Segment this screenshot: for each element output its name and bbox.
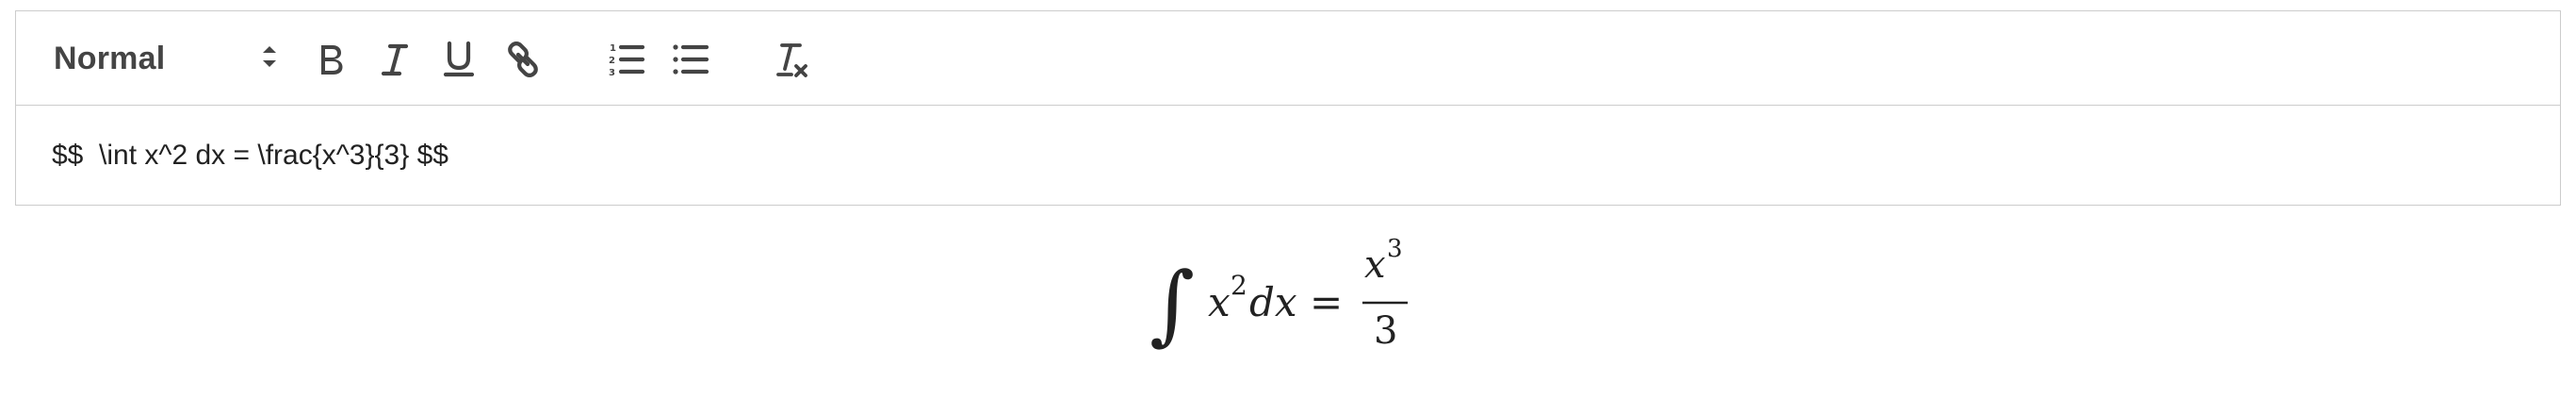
ordered-list-icon <box>608 41 645 78</box>
differential: dx <box>1249 279 1297 325</box>
editor-toolbar <box>16 11 2560 106</box>
formula-preview <box>0 206 2576 415</box>
bold-icon <box>314 41 348 78</box>
numerator-variable: x <box>1364 243 1386 287</box>
integrand-variable: x <box>1208 279 1231 325</box>
rich-text-editor <box>15 10 2561 206</box>
denominator: 3 <box>1374 309 1398 353</box>
underline-icon <box>442 40 476 79</box>
header-format-select[interactable] <box>54 32 280 85</box>
italic-button[interactable] <box>370 35 419 84</box>
clear-format-icon <box>775 41 813 78</box>
rendered-formula <box>1149 206 1432 415</box>
numerator-exponent: 3 <box>1387 235 1403 263</box>
italic-icon <box>378 41 412 78</box>
select-arrows-icon <box>259 41 280 77</box>
link-button[interactable] <box>498 35 547 84</box>
equals-sign: = <box>1310 279 1344 325</box>
ordered-list-button[interactable] <box>602 35 651 84</box>
bullet-list-icon <box>672 41 709 78</box>
bullet-list-button[interactable] <box>666 35 715 84</box>
link-icon <box>504 41 542 78</box>
clear-format-button[interactable] <box>770 35 819 84</box>
svg-text:1: 1 <box>610 43 616 54</box>
integral-sign: ∫ <box>1149 254 1195 355</box>
bold-button[interactable] <box>306 35 355 84</box>
editor-content[interactable]: $$ \int x^2 dx = \frac{x^3}{3} $$ <box>52 140 448 171</box>
svg-text:2: 2 <box>609 56 615 66</box>
integrand-exponent: 2 <box>1231 270 1247 301</box>
header-format-label: Normal <box>54 40 166 76</box>
underline-button[interactable] <box>434 35 483 84</box>
svg-text:3: 3 <box>609 68 615 78</box>
